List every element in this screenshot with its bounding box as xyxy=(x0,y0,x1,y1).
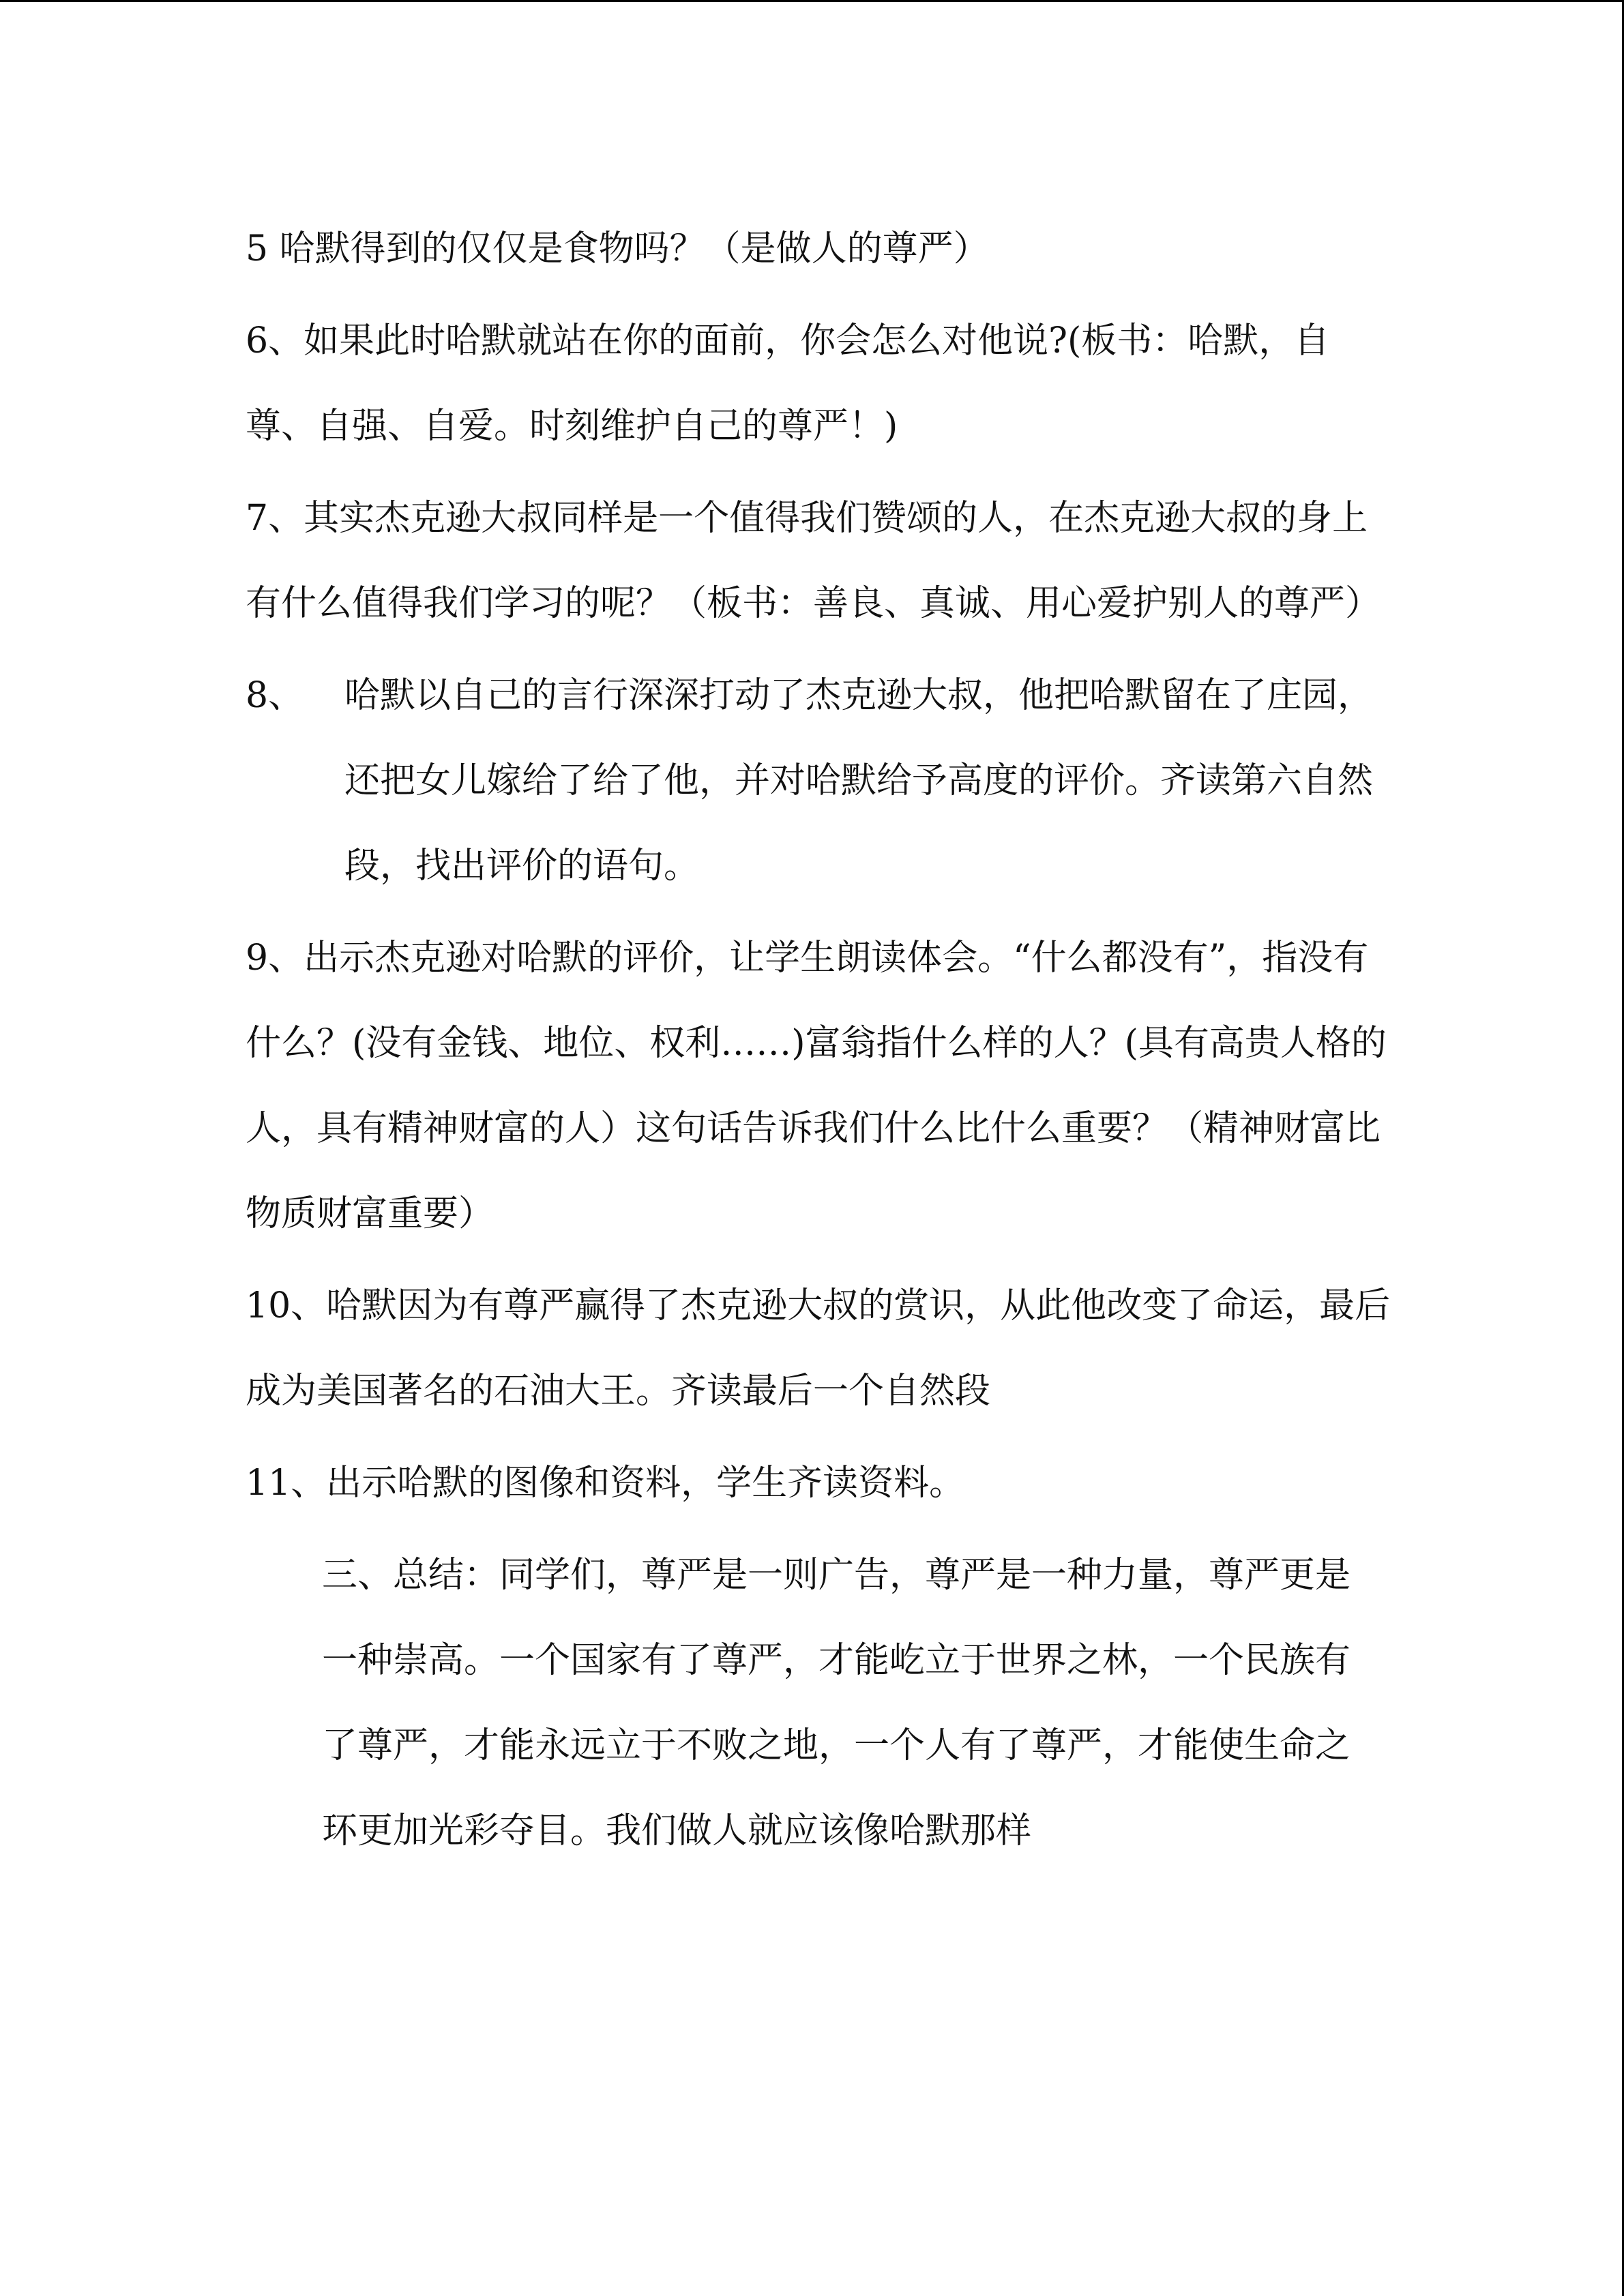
document-body xyxy=(246,207,1391,1874)
item-9: 9、出示杰克逊对哈默的评价，让学生朗读体会。“什么都没有”，指没有什么？(没有金钱、地位、权利……)富翁指什么样的人？(具有高贵人格的人，具有精神财富的人）这句话告诉我们什么比什么重要？（精神财富比物质财富重要） xyxy=(246,938,1387,1234)
item-8-number: 8、 xyxy=(246,675,304,716)
item-7: 7、其实杰克逊大叔同样是一个值得我们赞颂的人，在杰克逊大叔的身上有什么值得我们学习的呢？（板书：善良、真诚、用心爱护别人的尊严） xyxy=(246,498,1381,624)
item-8 xyxy=(246,653,1391,909)
item-10: 10、哈默因为有尊严赢得了杰克逊大叔的赏识，从此他改变了命运，最后成为美国著名的石油大王。齐读最后一个自然段 xyxy=(246,1285,1391,1412)
summary-paragraph: 三、总结：同学们，尊严是一则广告，尊严是一种力量，尊严更是一种崇高。一个国家有了尊严，才能屹立于世界之林，一个民族有了尊严，才能永远立于不败之地，一个人有了尊严，才能使生命之环更加光彩夺目。我们做人就应该像哈默那样 xyxy=(322,1555,1351,1851)
item-5: 5 哈默得到的仅仅是食物吗？（是做人的尊严） xyxy=(246,228,989,269)
item-8-text: 哈默以自己的言行深深打动了杰克逊大叔，他把哈默留在了庄园，还把女儿嫁给了给了他，并对哈默给予高度的评价。齐读第六自然段，找出评价的语句。 xyxy=(344,675,1374,886)
item-11: 11、出示哈默的图像和资料，学生齐读资料。 xyxy=(246,1463,965,1504)
item-6: 6、如果此时哈默就站在你的面前，你会怎么对他说?(板书：哈默，自尊、自强、自爱。时刻维护自己的尊严！) xyxy=(246,320,1330,447)
